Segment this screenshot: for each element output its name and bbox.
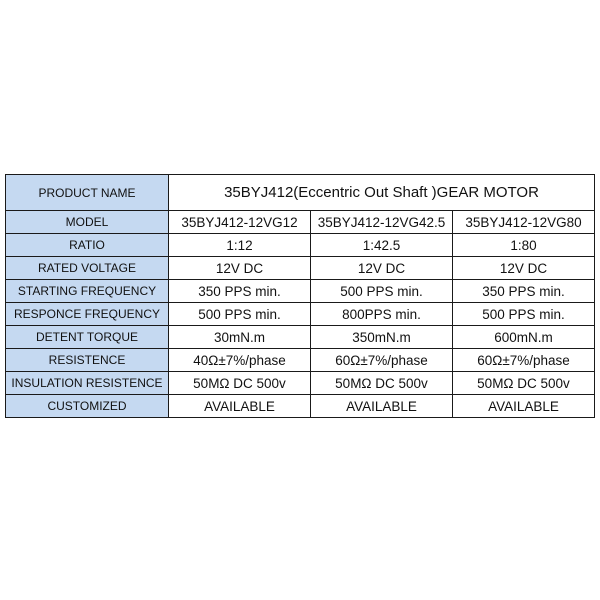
cell-value: 50MΩ DC 500v xyxy=(311,372,453,395)
spec-row-customized xyxy=(6,395,595,418)
spec-row-starting-frequency xyxy=(6,280,595,303)
cell-value: 30mN.m xyxy=(169,326,311,349)
spec-row-model xyxy=(6,211,595,234)
row-label: RATED VOLTAGE xyxy=(6,257,169,280)
cell-value: 800PPS min. xyxy=(311,303,453,326)
row-label: RATIO xyxy=(6,234,169,257)
cell-value: 1:42.5 xyxy=(311,234,453,257)
row-label: DETENT TORQUE xyxy=(6,326,169,349)
cell-value: 350 PPS min. xyxy=(169,280,311,303)
cell-value: 40Ω±7%/phase xyxy=(169,349,311,372)
cell-value: AVAILABLE xyxy=(311,395,453,418)
cell-value: 12V DC xyxy=(169,257,311,280)
product-name-label: PRODUCT NAME xyxy=(6,175,169,211)
cell-value: 500 PPS min. xyxy=(453,303,595,326)
cell-value: 60Ω±7%/phase xyxy=(311,349,453,372)
cell-value: 12V DC xyxy=(453,257,595,280)
cell-value: 500 PPS min. xyxy=(169,303,311,326)
cell-value: AVAILABLE xyxy=(453,395,595,418)
cell-value: 350 PPS min. xyxy=(453,280,595,303)
spec-row-rated-voltage xyxy=(6,257,595,280)
spec-row-response-frequency xyxy=(6,303,595,326)
cell-value: 350mN.m xyxy=(311,326,453,349)
row-label: INSULATION RESISTENCE xyxy=(6,372,169,395)
cell-value: 1:12 xyxy=(169,234,311,257)
spec-row-ratio xyxy=(6,234,595,257)
cell-value: AVAILABLE xyxy=(169,395,311,418)
cell-value: 35BYJ412-12VG42.5 xyxy=(311,211,453,234)
cell-value: 35BYJ412-12VG12 xyxy=(169,211,311,234)
cell-value: 60Ω±7%/phase xyxy=(453,349,595,372)
row-label: MODEL xyxy=(6,211,169,234)
row-label: CUSTOMIZED xyxy=(6,395,169,418)
row-label: RESISTENCE xyxy=(6,349,169,372)
spec-row-insulation-resistance xyxy=(6,372,595,395)
row-label: RESPONCE FREQUENCY xyxy=(6,303,169,326)
cell-value: 35BYJ412-12VG80 xyxy=(453,211,595,234)
row-label: STARTING FREQUENCY xyxy=(6,280,169,303)
cell-value: 50MΩ DC 500v xyxy=(453,372,595,395)
product-name-row xyxy=(6,175,595,211)
cell-value: 12V DC xyxy=(311,257,453,280)
cell-value: 50MΩ DC 500v xyxy=(169,372,311,395)
spec-row-detent-torque xyxy=(6,326,595,349)
spec-row-resistance xyxy=(6,349,595,372)
cell-value: 600mN.m xyxy=(453,326,595,349)
product-name-value: 35BYJ412(Eccentric Out Shaft )GEAR MOTOR xyxy=(169,175,595,211)
spec-table xyxy=(5,174,595,418)
cell-value: 500 PPS min. xyxy=(311,280,453,303)
cell-value: 1:80 xyxy=(453,234,595,257)
